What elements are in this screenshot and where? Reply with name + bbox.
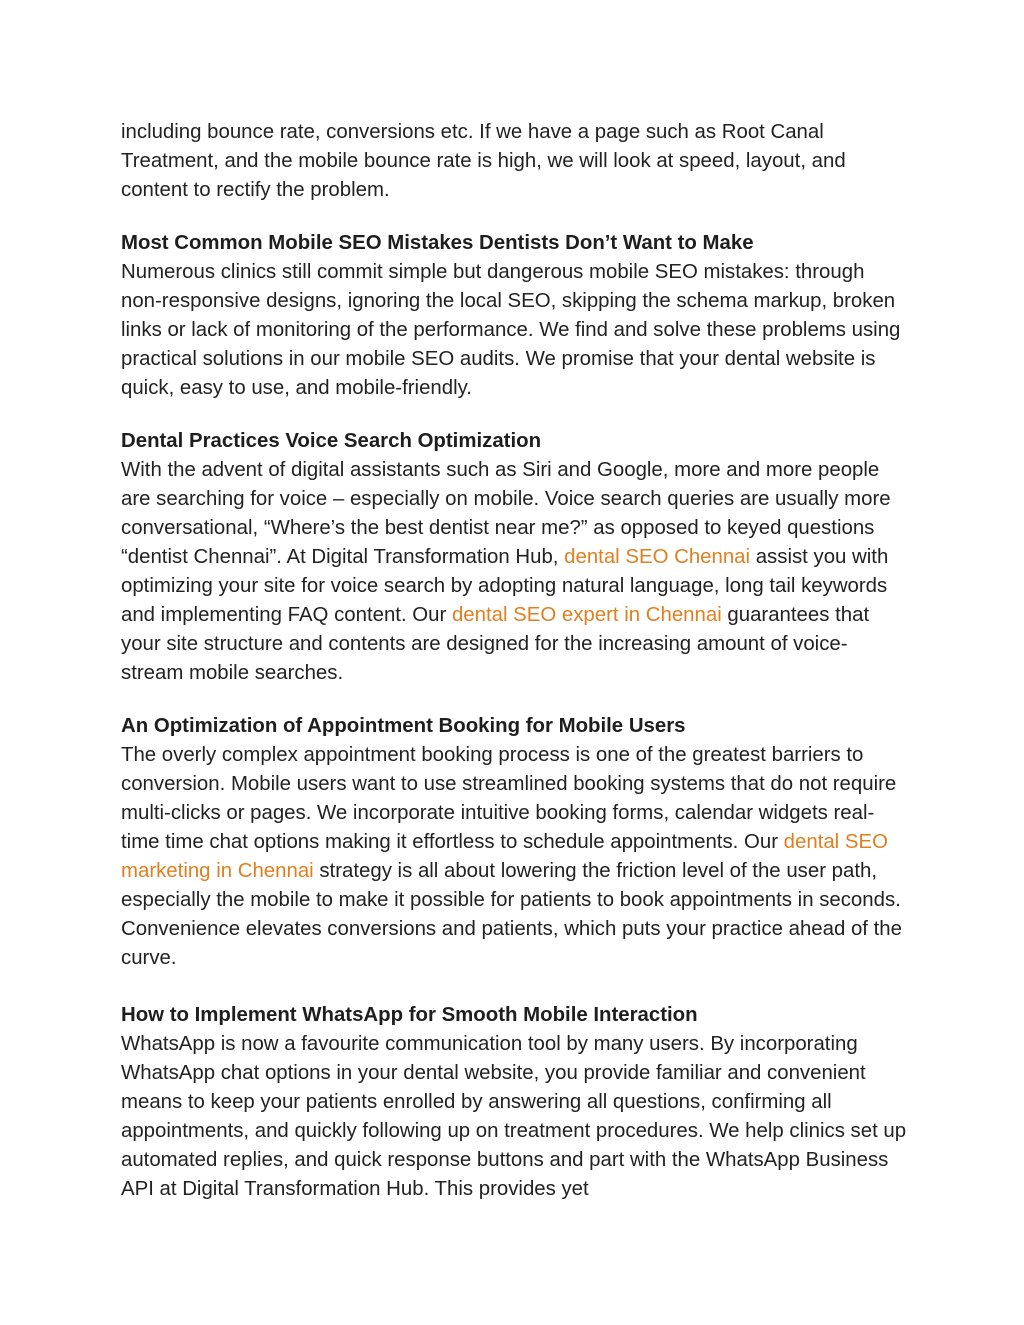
section-whatsapp xyxy=(121,1001,908,1204)
section-heading: Most Common Mobile SEO Mistakes Dentists Don’t Want to Make xyxy=(121,232,754,254)
paragraph-text: With the advent of digital assistants such as Siri and Google, more and more people are searching for voice – especially on mobile. Voice search queries are usually more conversational, “Where’s the best dentist near me?” as opposed to keyed questions “dentist Chennai”. At Digital Transformation Hub, xyxy=(121,459,891,568)
dental-seo-marketing-link[interactable]: dental SEO marketing in Chennai xyxy=(121,831,888,882)
paragraph-text: The overly complex appointment booking process is one of the greatest barriers to conversion. Mobile users want to use streamlined booking systems that do not require multi-clicks or pages. We incorporate intuitive booking forms, calendar widgets real-time time chat options making it effortless to schedule appointments. Our xyxy=(121,744,897,853)
section-mobile-seo-mistakes xyxy=(121,229,908,403)
paragraph-text: assist you with optimizing your site for voice search by adopting natural language, long tail keywords and implementing FAQ content. Our xyxy=(121,546,889,626)
dental-seo-expert-link[interactable]: dental SEO expert in Chennai xyxy=(451,604,722,626)
section-heading: How to Implement WhatsApp for Smooth Mobile Interaction xyxy=(121,1004,698,1026)
dental-seo-chennai-link[interactable]: dental SEO Chennai xyxy=(564,546,751,568)
paragraph-text: guarantees that your site structure and contents are designed for the increasing amount of voice-stream mobile searches. xyxy=(121,604,870,684)
section-heading: Dental Practices Voice Search Optimization xyxy=(121,430,542,452)
paragraph-text: strategy is all about lowering the friction level of the user path, especially the mobile to make it possible for patients to book appointments in seconds. Convenience elevates conversions and patients, which puts your practice ahead of the curve. xyxy=(121,860,902,969)
section-paragraph: WhatsApp is now a favourite communication tool by many users. By incorporating WhatsApp chat options in your dental website, you provide familiar and convenient means to keep your patients enrolled by answering all questions, confirming all appointments, and quickly following up on treatment procedures. We help clinics set up automated replies, and quick response buttons and part with the WhatsApp Business API at Digital Transformation Hub. This provides yet xyxy=(121,1033,907,1200)
intro-paragraph: including bounce rate, conversions etc. If we have a page such as Root Canal Treatment, and the mobile bounce rate is high, we will look at speed, layout, and content to rectify the problem. xyxy=(121,121,846,201)
section-appointment-booking xyxy=(121,712,908,973)
section-voice-search xyxy=(121,427,908,688)
section-paragraph: Numerous clinics still commit simple but dangerous mobile SEO mistakes: through non-responsive designs, ignoring the local SEO, skipping the schema markup, broken links or lack of monitoring of the performance. We find and solve these problems using practical solutions in our mobile SEO audits. We promise that your dental website is quick, easy to use, and mobile-friendly. xyxy=(121,261,901,399)
section-paragraph xyxy=(121,741,908,973)
document-body xyxy=(121,118,908,1204)
section-heading: An Optimization of Appointment Booking for Mobile Users xyxy=(121,715,686,737)
section-paragraph xyxy=(121,456,908,688)
